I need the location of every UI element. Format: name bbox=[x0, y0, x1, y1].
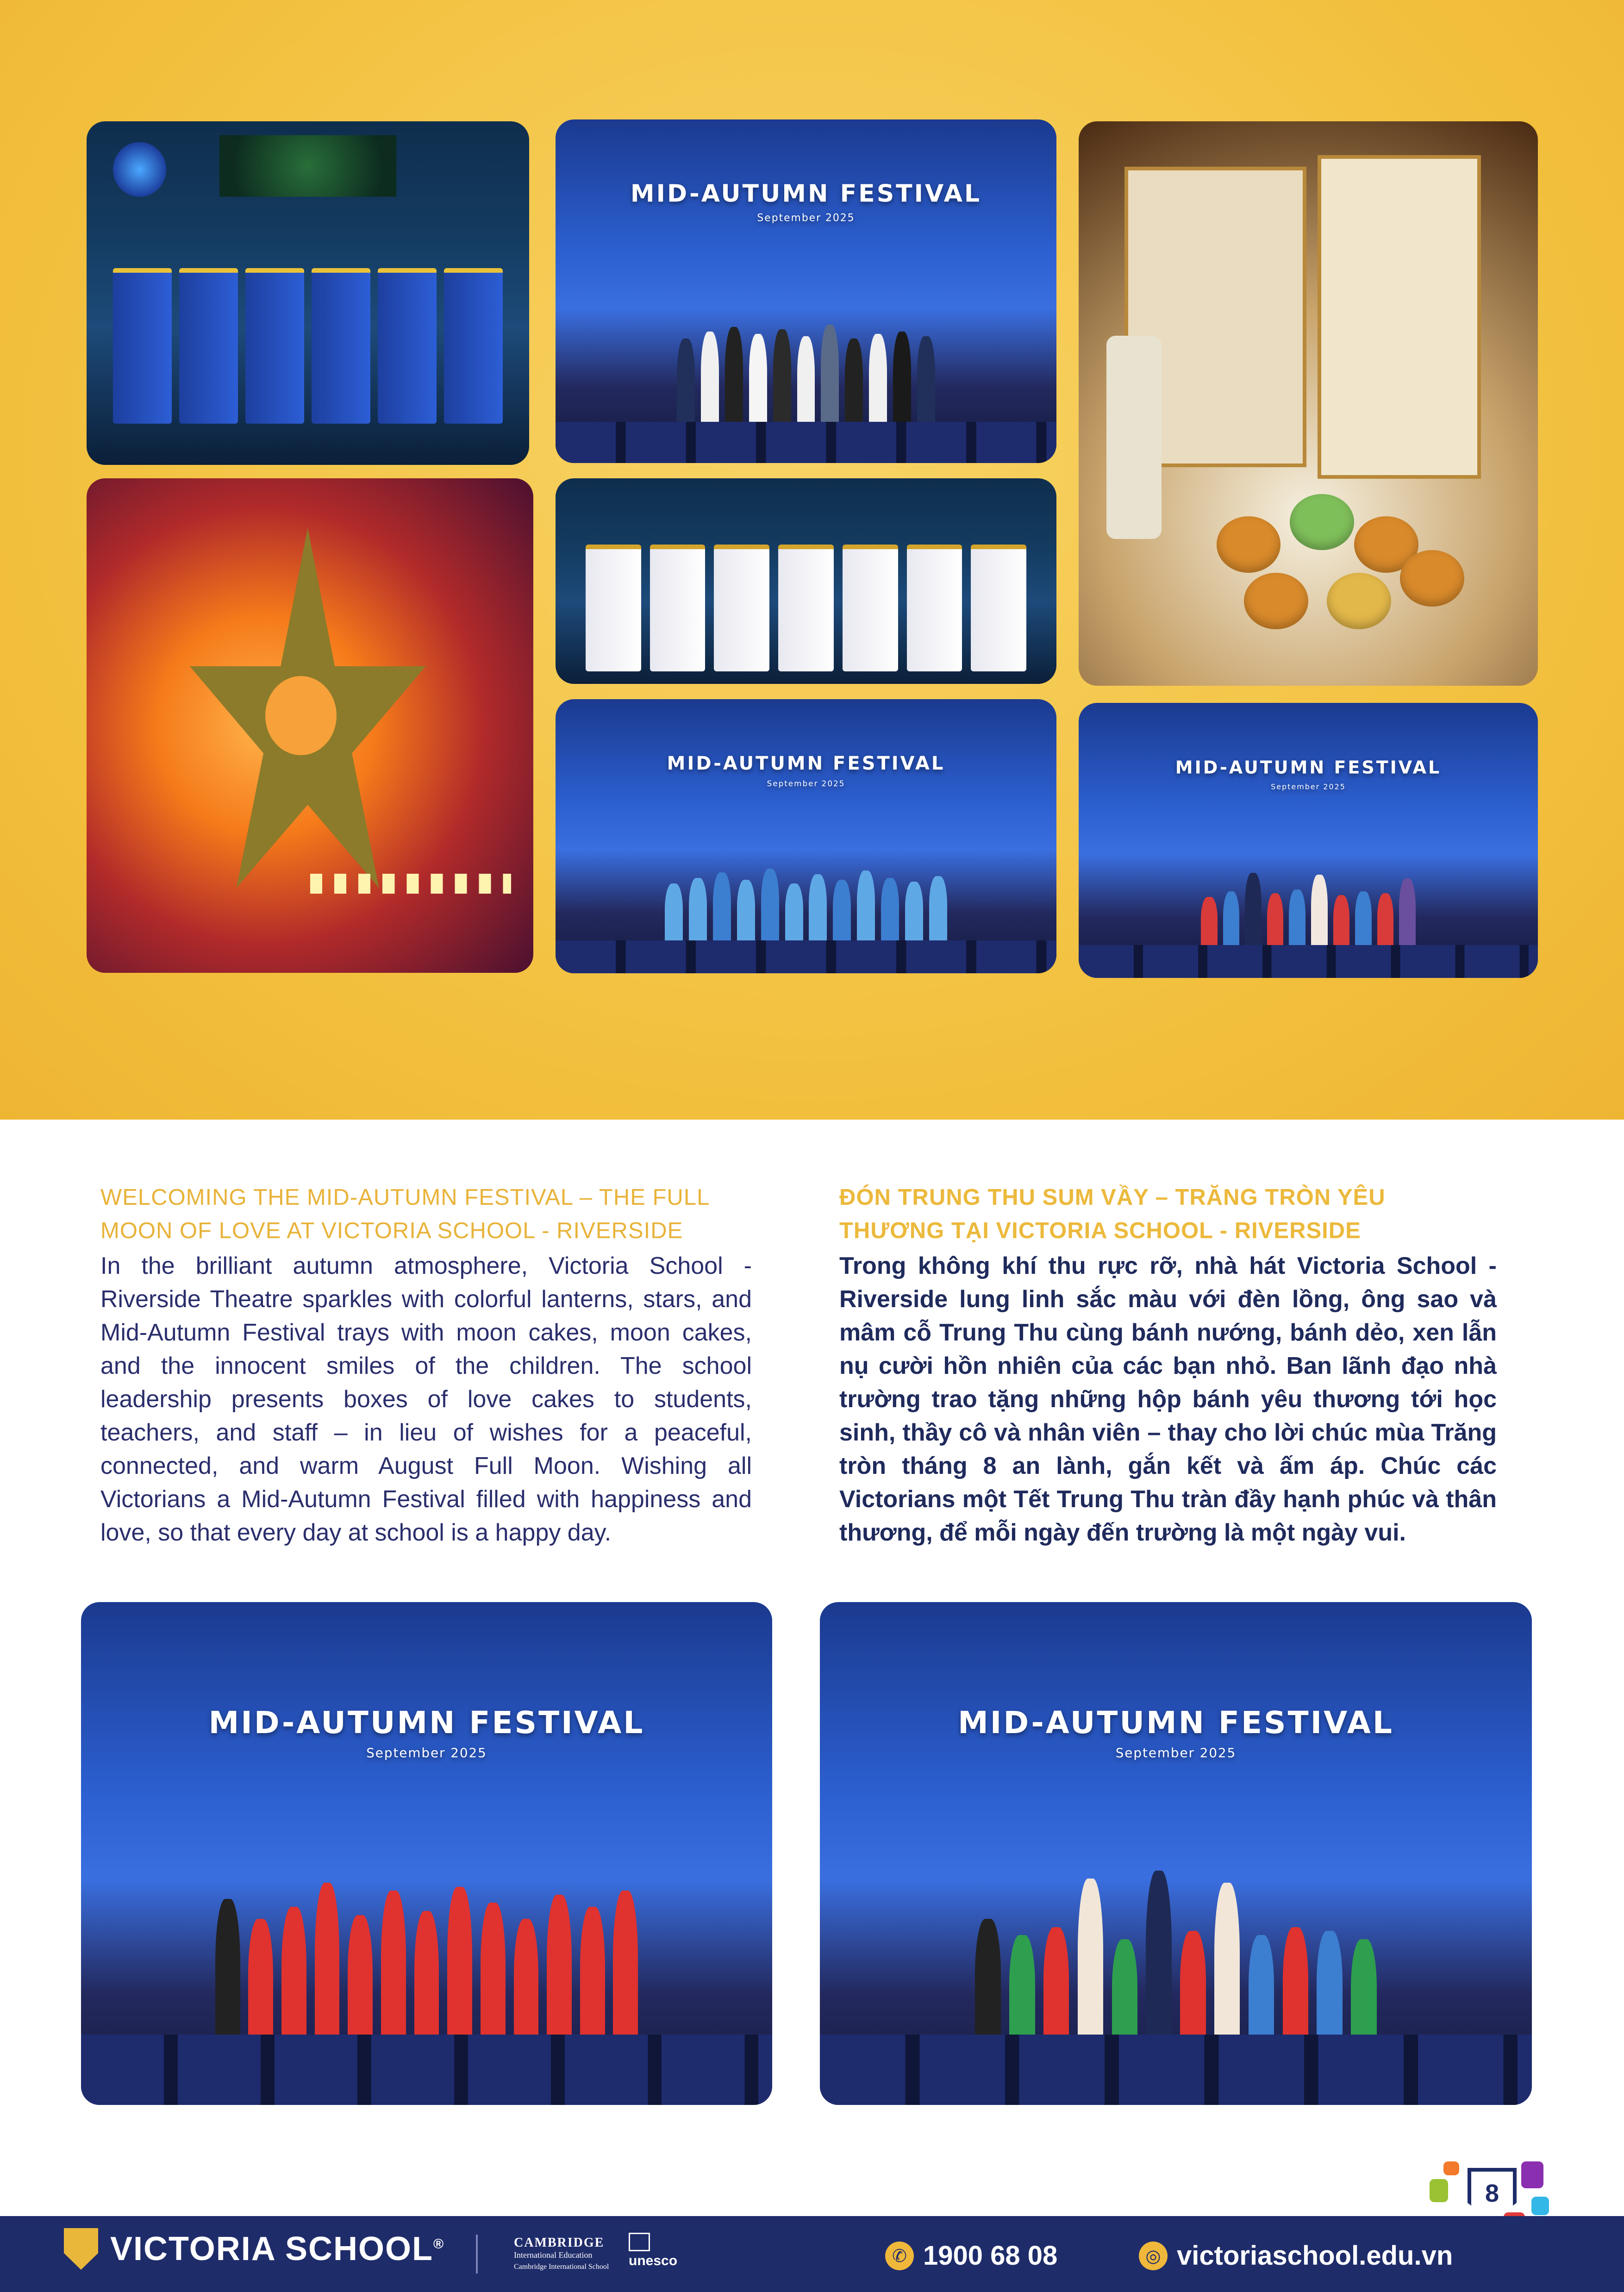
photo-staff-group-stage bbox=[556, 119, 1056, 463]
screen-date: September 2025 bbox=[757, 212, 855, 224]
cambridge-sub2: Cambridge International School bbox=[514, 2263, 609, 2271]
cambridge-name: CAMBRIDGE bbox=[514, 2236, 605, 2250]
article-body-vi: Trong không khí thu rực rỡ, nhà hát Victoria School - Riverside lung linh sắc màu với đèn lồng, ông sao và mâm cỗ Trung Thu cùng bánh nướng, bánh dẻo, xen lẫn nụ cười hồn nhiên của các bạn nhỏ. Ban lãnh đạo nhà trường trao tặng những hộp bánh yêu thương tới học sinh, thầy cô và nhân viên – thay cho lời chúc mùa Trăng tròn tháng 8 an lành, gắn kết và ấm áp. Chúc các Victorians một Tết Trung Thu tràn đầy hạnh phúc và thân thương, để mỗi ngày đến trường là một ngày vui. bbox=[839, 1252, 1497, 1546]
article-title-vi: ĐÓN TRUNG THU SUM VẦY – TRĂNG TRÒN YÊU THƯƠNG TẠI VICTORIA SCHOOL - RIVERSIDE bbox=[839, 1185, 1386, 1243]
screen-date: September 2025 bbox=[1115, 1745, 1237, 1761]
footer-website[interactable] bbox=[1139, 2240, 1453, 2271]
footer-website-url: victoriaschool.edu.vn bbox=[1177, 2241, 1453, 2271]
screen-date: September 2025 bbox=[767, 778, 845, 788]
photo-gift-bags-stage bbox=[87, 121, 529, 465]
screen-title: MID-AUTUMN FESTIVAL bbox=[208, 1705, 645, 1741]
screen-title: MID-AUTUMN FESTIVAL bbox=[667, 752, 945, 774]
unesco-temple-icon bbox=[629, 2233, 650, 2251]
web-icon: ◎ bbox=[1139, 2242, 1168, 2270]
photo-star-lantern bbox=[87, 478, 533, 973]
photo-students-red-uniform bbox=[81, 1602, 772, 2105]
photo-students-blue-uniform bbox=[556, 699, 1056, 973]
photo-mooncake-tray bbox=[1079, 121, 1538, 686]
unesco-label: unesco bbox=[629, 2253, 678, 2268]
footer-phone-number: 1900 68 08 bbox=[923, 2241, 1058, 2271]
cambridge-sub: International Education bbox=[514, 2250, 593, 2260]
cambridge-logo bbox=[514, 2236, 609, 2271]
article-title-en: WELCOMING THE MID-AUTUMN FESTIVAL – THE FULL MOON OF LOVE AT VICTORIA SCHOOL - RIVERSIDE bbox=[100, 1185, 709, 1243]
school-shield-icon bbox=[64, 2228, 98, 2270]
footer-divider bbox=[476, 2235, 478, 2273]
photo-students-mixed-uniform bbox=[820, 1602, 1532, 2105]
screen-title: MID-AUTUMN FESTIVAL bbox=[1175, 757, 1442, 778]
footer-logo[interactable] bbox=[64, 2228, 444, 2270]
photo-young-students-stage bbox=[1079, 703, 1538, 978]
footer-brand-mark: ® bbox=[433, 2236, 445, 2252]
footer-brand: VICTORIA SCHOOL bbox=[110, 2230, 434, 2267]
page-number: 8 bbox=[1485, 2179, 1499, 2207]
screen-date: September 2025 bbox=[366, 1745, 487, 1761]
screen-date: September 2025 bbox=[1271, 782, 1346, 791]
screen-title: MID-AUTUMN FESTIVAL bbox=[630, 180, 982, 208]
footer-phone[interactable] bbox=[885, 2240, 1057, 2271]
unesco-logo bbox=[629, 2233, 677, 2269]
photo-white-gift-boxes bbox=[556, 478, 1056, 684]
phone-icon: ✆ bbox=[885, 2242, 914, 2270]
screen-title: MID-AUTUMN FESTIVAL bbox=[958, 1705, 1394, 1741]
article-body-en: In the brilliant autumn atmosphere, Victoria School - Riverside Theatre sparkles with colorful lanterns, stars, and Mid-Autumn Festival trays with moon cakes, moon cakes, and the innocent smiles of the children. The school leadership presents boxes of love cakes to students, teachers, and staff – in lieu of wishes for a peaceful, connected, and warm August Full Moon. Wishing all Victorians a Mid-Autumn Festival filled with happiness and love, so that every day at school is a happy day. bbox=[100, 1252, 752, 1546]
